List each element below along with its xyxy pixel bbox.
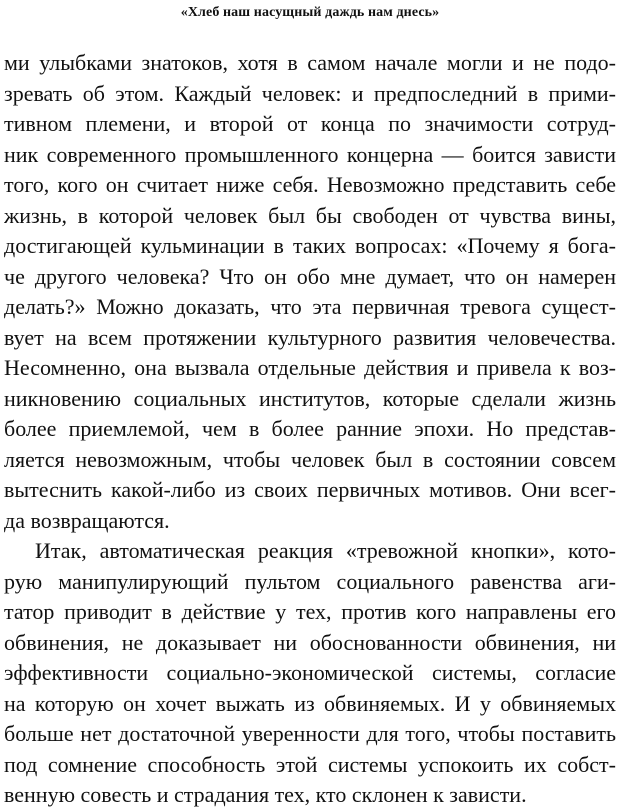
- text-line: да возвращаются.: [4, 507, 170, 533]
- text-line: того, кого он считает ниже себя. Невозможно представить себе: [4, 172, 616, 197]
- running-head: «Хлеб наш насущный даждь нам днесь»: [180, 5, 440, 20]
- text-line: жизнь, в которой человек был бы свободен от чувства вины,: [4, 202, 616, 228]
- text-line: более приемлемой, чем в более ранние эпохи. Но представ-: [4, 416, 616, 441]
- text-line: че другого человека? Что он обо мне думает, что он намерен: [4, 263, 616, 289]
- paragraph-1: [4, 48, 616, 536]
- text-line: вытеснить какой-либо из своих первичных мотивов. Они всег-: [4, 477, 616, 502]
- text-line: Итак, автоматическая реакция «тревожной кнопки», кото-: [35, 538, 616, 563]
- text-line: на которую он хочет выжать из обвиняемых. И у обвиняемых: [4, 690, 616, 716]
- text-line: татор приводит в действие у тех, против кого направлены его: [4, 599, 616, 624]
- text-line: рую манипулирующий пультом социального равенства аги-: [4, 568, 616, 594]
- text-line: венную совесть и страдания тех, кто склонен к зависти.: [4, 782, 527, 807]
- text-line: делать?» Можно доказать, что эта первичная тревога сущест-: [4, 294, 616, 319]
- text-line: зревать об этом. Каждый человек: и предпоследний в прими-: [4, 80, 616, 106]
- text-line: обвинения, не доказывает ни обоснованности обвинения, ни: [4, 629, 616, 655]
- text-line: эффективности социально-экономической системы, согласие: [4, 660, 616, 685]
- paragraph-2: [4, 536, 616, 811]
- text-line: ляется невозможным, чтобы человек был в состоянии совсем: [4, 446, 616, 472]
- text-line: тивном племени, и второй от конца по значимости сотруд-: [4, 111, 616, 136]
- text-line: ми улыбками знатоков, хотя в самом начале могли и не подо-: [4, 50, 616, 75]
- text-line: под сомнение способность этой системы успокоить их собст-: [4, 751, 616, 777]
- body-text: [4, 48, 616, 811]
- text-line: достигающей кульминации в таких вопросах: «Почему я бога-: [4, 233, 616, 258]
- text-line: больше нет достаточной уверенности для того, чтобы поставить: [4, 721, 616, 746]
- text-line: ник современного промышленного концерна — боится зависти: [4, 141, 616, 167]
- text-line: никновению социальных институтов, которые сделали жизнь: [4, 385, 616, 411]
- text-line: Несомненно, она вызвала отдельные действия и привела к воз-: [4, 355, 616, 380]
- text-line: вует на всем протяжении культурного развития человечества.: [4, 324, 616, 350]
